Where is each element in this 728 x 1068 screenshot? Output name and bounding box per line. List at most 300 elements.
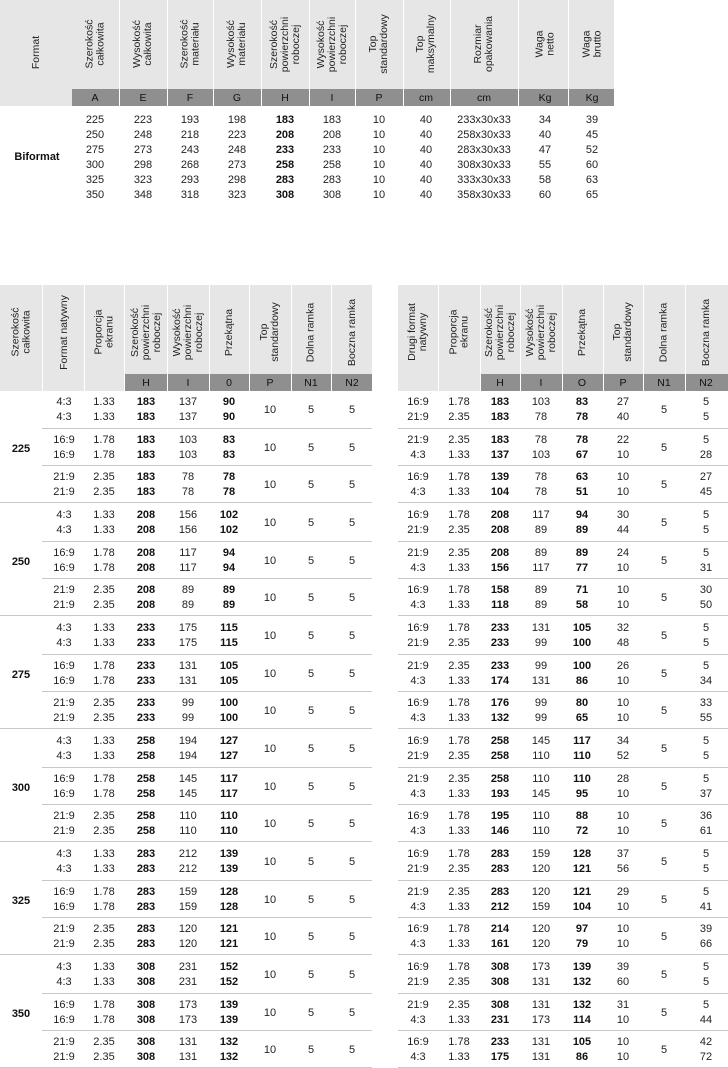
side-frame: 31 xyxy=(699,561,713,574)
work-height: 99 xyxy=(534,711,548,724)
work-height: 173 xyxy=(178,998,198,1011)
column-divider xyxy=(249,285,250,391)
top-table-cell: 60 xyxy=(585,158,599,171)
top-table-cell: 10 xyxy=(372,158,386,171)
side-frame: 5 xyxy=(348,591,356,604)
work-height: 78 xyxy=(534,470,548,483)
side-frame: 5 xyxy=(702,975,710,988)
aspect-ratio: 1.78 xyxy=(93,772,115,785)
work-width: 208 xyxy=(136,561,156,574)
work-height: 110 xyxy=(179,809,197,822)
standard-top: 10 xyxy=(616,696,630,709)
work-width: 308 xyxy=(490,998,510,1011)
aspect-ratio: 1.78 xyxy=(448,508,470,521)
aspect-ratio: 1.33 xyxy=(448,598,470,611)
top-col-unit: H xyxy=(281,91,289,104)
work-width: 183 xyxy=(490,410,510,423)
work-height: 99 xyxy=(181,696,195,709)
top-table-cell: 298 xyxy=(227,173,247,186)
top-table-cell: 258 xyxy=(275,158,295,171)
work-height: 156 xyxy=(178,523,198,536)
row-separator xyxy=(0,615,372,616)
diagonal: 79 xyxy=(575,937,589,950)
second-native-format: 21:9 xyxy=(407,659,429,672)
work-width: 183 xyxy=(136,470,156,483)
standard-top: 10 xyxy=(616,561,630,574)
top-col-header: Szerokość powierzchni roboczej xyxy=(267,16,302,72)
row-separator xyxy=(42,804,372,805)
top-table-cell: 60 xyxy=(538,188,552,201)
row-separator xyxy=(42,691,372,692)
column-divider xyxy=(331,285,332,391)
diagonal: 100 xyxy=(219,711,239,724)
column-divider xyxy=(213,0,214,106)
top-table-cell: 223 xyxy=(133,113,153,126)
work-width: 183 xyxy=(136,410,156,423)
top-table-cell: 40 xyxy=(419,143,433,156)
native-format: 21:9 xyxy=(53,922,75,935)
left-col-header: Boczna ramka xyxy=(345,298,358,366)
work-height: 78 xyxy=(534,433,548,446)
aspect-ratio: 2.35 xyxy=(93,470,115,483)
native-format: 4:3 xyxy=(56,508,72,521)
left-col-header: Przekątna xyxy=(222,308,235,356)
work-height: 131 xyxy=(178,674,198,687)
work-width: 233 xyxy=(136,621,156,634)
row-separator xyxy=(0,728,372,729)
work-height: 110 xyxy=(532,772,550,785)
top-col-header: Wysokość całkowita xyxy=(130,20,154,68)
work-width: 283 xyxy=(136,922,156,935)
work-width: 283 xyxy=(136,862,156,875)
diagonal: 105 xyxy=(219,659,239,672)
aspect-ratio: 1.78 xyxy=(448,621,470,634)
aspect-ratio: 1.78 xyxy=(93,659,115,672)
work-height: 78 xyxy=(181,485,195,498)
top-table-cell: 40 xyxy=(419,158,433,171)
work-height: 117 xyxy=(532,561,550,574)
top-col-header: Wysokość materiału xyxy=(224,20,248,68)
standard-top: 60 xyxy=(616,975,630,988)
top-table-cell: 258 xyxy=(322,158,342,171)
top-table-cell: 47 xyxy=(538,143,552,156)
native-format: 4:3 xyxy=(56,862,72,875)
work-width: 231 xyxy=(490,1013,510,1026)
work-height: 212 xyxy=(178,847,198,860)
diagonal: 90 xyxy=(222,395,236,408)
diagonal: 94 xyxy=(222,546,236,559)
bottom-frame: 5 xyxy=(307,780,315,793)
aspect-ratio: 1.33 xyxy=(93,636,115,649)
top-table-cell: 298 xyxy=(133,158,153,171)
diagonal: 67 xyxy=(575,448,589,461)
top-col-unit: A xyxy=(91,91,99,104)
work-height: 89 xyxy=(534,523,548,536)
work-width: 308 xyxy=(136,960,156,973)
work-height: 145 xyxy=(531,734,551,747)
aspect-ratio: 1.78 xyxy=(448,583,470,596)
work-width: 161 xyxy=(490,937,510,950)
side-frame: 45 xyxy=(699,485,713,498)
top-col-header: Rozmiar opakowania xyxy=(472,15,496,73)
diagonal: 100 xyxy=(572,636,592,649)
diagonal: 105 xyxy=(572,621,592,634)
side-frame: 34 xyxy=(699,674,713,687)
side-frame: 5 xyxy=(348,1043,356,1056)
work-width: 176 xyxy=(490,696,510,709)
side-frame: 5 xyxy=(348,930,356,943)
column-divider xyxy=(309,0,310,106)
left-col-header: Top standardowy xyxy=(257,302,281,362)
work-height: 131 xyxy=(531,674,551,687)
work-height: 137 xyxy=(178,410,198,423)
row-separator xyxy=(0,502,372,503)
standard-top: 10 xyxy=(616,598,630,611)
top-col-unit: Kg xyxy=(585,91,599,104)
work-width: 146 xyxy=(490,824,510,837)
work-width: 233 xyxy=(490,621,510,634)
row-separator xyxy=(42,767,372,768)
diagonal: 132 xyxy=(219,1050,239,1063)
left-col-unit: P xyxy=(266,376,274,389)
aspect-ratio: 2.35 xyxy=(93,922,115,935)
standard-top: 10 xyxy=(263,968,277,981)
work-width: 258 xyxy=(490,734,510,747)
aspect-ratio: 2.35 xyxy=(448,862,470,875)
aspect-ratio: 1.78 xyxy=(93,674,115,687)
work-height: 99 xyxy=(534,636,548,649)
standard-top: 10 xyxy=(263,742,277,755)
bottom-frame: 5 xyxy=(660,667,668,680)
native-format: 21:9 xyxy=(53,1050,75,1063)
bottom-frame: 5 xyxy=(307,855,315,868)
work-height: 120 xyxy=(531,937,551,950)
top-table-cell: 208 xyxy=(322,128,342,141)
top-table-cell: 248 xyxy=(133,128,153,141)
bottom-frame: 5 xyxy=(660,516,668,529)
top-table-cell: 52 xyxy=(585,143,599,156)
aspect-ratio: 1.78 xyxy=(93,546,115,559)
diagonal: 132 xyxy=(572,998,592,1011)
side-frame: 33 xyxy=(699,696,713,709)
row-separator xyxy=(42,465,372,466)
left-col-header: Dolna ramka xyxy=(304,302,317,362)
top-table-cell: 325 xyxy=(85,173,105,186)
aspect-ratio: 1.78 xyxy=(93,448,115,461)
work-height: 145 xyxy=(531,787,551,800)
aspect-ratio: 2.35 xyxy=(93,824,115,837)
standard-top: 30 xyxy=(616,508,630,521)
aspect-ratio: 1.78 xyxy=(448,696,470,709)
right-col-header: Szerokość powierzchni roboczej xyxy=(482,304,517,360)
standard-top: 10 xyxy=(616,787,630,800)
work-width: 233 xyxy=(136,674,156,687)
work-width: 156 xyxy=(490,561,510,574)
standard-top: 10 xyxy=(263,516,277,529)
work-height: 117 xyxy=(179,561,197,574)
top-table-cell: 233 xyxy=(275,143,295,156)
native-format: 4:3 xyxy=(56,636,72,649)
top-table-cell: 63 xyxy=(585,173,599,186)
work-height: 212 xyxy=(178,862,198,875)
aspect-ratio: 2.35 xyxy=(93,696,115,709)
aspect-ratio: 2.35 xyxy=(448,410,470,423)
top-table-cell: 283 xyxy=(275,173,295,186)
total-width-value: 325 xyxy=(11,894,31,907)
native-format: 16:9 xyxy=(53,772,75,785)
top-table-cell: 223 xyxy=(227,128,247,141)
work-width: 137 xyxy=(490,448,510,461)
side-frame: 50 xyxy=(699,598,713,611)
side-frame: 5 xyxy=(348,478,356,491)
row-separator xyxy=(0,841,372,842)
top-table-cell: 233 xyxy=(322,143,342,156)
work-width: 258 xyxy=(136,749,156,762)
work-height: 131 xyxy=(531,621,551,634)
work-width: 308 xyxy=(136,998,156,1011)
left-col-unit: H xyxy=(142,376,150,389)
aspect-ratio: 1.33 xyxy=(93,734,115,747)
right-col-unit: P xyxy=(619,376,627,389)
work-width: 233 xyxy=(136,636,156,649)
standard-top: 10 xyxy=(263,855,277,868)
aspect-ratio: 1.33 xyxy=(448,485,470,498)
aspect-ratio: 1.33 xyxy=(93,749,115,762)
diagonal: 102 xyxy=(219,523,239,536)
standard-top: 10 xyxy=(263,704,277,717)
diagonal: 94 xyxy=(575,508,589,521)
aspect-ratio: 2.35 xyxy=(448,433,470,446)
aspect-ratio: 1.33 xyxy=(448,1013,470,1026)
work-height: 89 xyxy=(534,546,548,559)
diagonal: 51 xyxy=(575,485,589,498)
second-native-format: 16:9 xyxy=(407,508,429,521)
top-table-cell: 225 xyxy=(85,113,105,126)
native-format: 21:9 xyxy=(53,824,75,837)
row-separator xyxy=(42,880,372,881)
bottom-frame: 5 xyxy=(307,704,315,717)
second-native-format: 16:9 xyxy=(407,734,429,747)
bottom-frame: 5 xyxy=(660,855,668,868)
diagonal: 72 xyxy=(575,824,589,837)
top-table-cell: 40 xyxy=(419,113,433,126)
side-frame: 5 xyxy=(702,772,710,785)
diagonal: 78 xyxy=(575,433,589,446)
right-col-header: Proporcja ekranu xyxy=(446,309,470,355)
standard-top: 10 xyxy=(263,554,277,567)
side-frame: 5 xyxy=(348,667,356,680)
aspect-ratio: 2.35 xyxy=(93,583,115,596)
standard-top: 31 xyxy=(616,998,630,1011)
top-table-cell: 358x30x33 xyxy=(457,188,511,201)
aspect-ratio: 2.35 xyxy=(448,749,470,762)
right-col-unit: N1 xyxy=(657,376,671,389)
work-height: 89 xyxy=(181,583,195,596)
top-table-cell: 300 xyxy=(85,158,105,171)
work-height: 159 xyxy=(178,900,198,913)
aspect-ratio: 1.33 xyxy=(448,787,470,800)
work-width: 233 xyxy=(136,659,156,672)
top-table-cell: 55 xyxy=(538,158,552,171)
top-table-cell: 45 xyxy=(585,128,599,141)
side-frame: 42 xyxy=(699,1035,713,1048)
side-frame: 5 xyxy=(702,659,710,672)
top-table-cell: 283x30x33 xyxy=(457,143,511,156)
diagonal: 128 xyxy=(572,847,592,860)
aspect-ratio: 2.35 xyxy=(93,711,115,724)
work-width: 308 xyxy=(490,975,510,988)
work-height: 131 xyxy=(178,1050,198,1063)
row-separator xyxy=(398,654,728,655)
top-table-cell: 323 xyxy=(133,173,153,186)
aspect-ratio: 2.35 xyxy=(448,772,470,785)
standard-top: 10 xyxy=(616,674,630,687)
bottom-frame: 5 xyxy=(660,742,668,755)
work-height: 78 xyxy=(181,470,195,483)
standard-top: 10 xyxy=(616,824,630,837)
work-height: 110 xyxy=(532,809,550,822)
aspect-ratio: 1.33 xyxy=(448,1050,470,1063)
native-format: 21:9 xyxy=(53,583,75,596)
work-width: 283 xyxy=(490,862,510,875)
aspect-ratio: 1.78 xyxy=(93,900,115,913)
native-format: 21:9 xyxy=(53,937,75,950)
column-divider xyxy=(42,285,43,391)
top-table-cell: 308 xyxy=(275,188,295,201)
native-format: 16:9 xyxy=(53,1013,75,1026)
work-width: 283 xyxy=(136,937,156,950)
left-col-header: Format natywny xyxy=(57,294,70,370)
side-frame: 5 xyxy=(348,516,356,529)
diagonal: 139 xyxy=(219,862,239,875)
side-frame: 5 xyxy=(702,847,710,860)
diagonal: 83 xyxy=(222,433,236,446)
row-separator xyxy=(42,578,372,579)
diagonal: 121 xyxy=(572,885,592,898)
work-width: 233 xyxy=(490,1035,510,1048)
top-table-cell: 293 xyxy=(180,173,200,186)
second-native-format: 21:9 xyxy=(407,410,429,423)
work-height: 120 xyxy=(178,937,198,950)
top-table-cell: 34 xyxy=(538,113,552,126)
second-native-format: 21:9 xyxy=(407,998,429,1011)
side-frame: 5 xyxy=(702,862,710,875)
diagonal: 139 xyxy=(572,960,592,973)
standard-top: 40 xyxy=(616,410,630,423)
work-height: 131 xyxy=(178,659,198,672)
side-frame: 66 xyxy=(699,937,713,950)
bottom-frame: 5 xyxy=(307,516,315,529)
side-frame: 5 xyxy=(702,636,710,649)
row-separator xyxy=(398,691,728,692)
work-height: 120 xyxy=(531,862,551,875)
bottom-frame: 5 xyxy=(660,629,668,642)
aspect-ratio: 1.33 xyxy=(93,960,115,973)
top-table-cell: 283 xyxy=(322,173,342,186)
top-table-cell: 318 xyxy=(180,188,200,201)
second-native-format: 4:3 xyxy=(410,824,426,837)
side-frame: 5 xyxy=(702,960,710,973)
standard-top: 10 xyxy=(616,1035,630,1048)
second-native-format: 16:9 xyxy=(407,395,429,408)
column-divider xyxy=(84,285,85,391)
second-native-format: 4:3 xyxy=(410,598,426,611)
top-table-cell: 273 xyxy=(133,143,153,156)
diagonal: 115 xyxy=(220,621,238,634)
bottom-frame: 5 xyxy=(660,817,668,830)
total-width-value: 250 xyxy=(11,555,31,568)
side-frame: 28 xyxy=(699,448,713,461)
native-format: 4:3 xyxy=(56,523,72,536)
side-frame: 36 xyxy=(699,809,713,822)
work-height: 173 xyxy=(178,1013,198,1026)
native-format: 4:3 xyxy=(56,395,72,408)
work-width: 308 xyxy=(490,960,510,973)
second-native-format: 21:9 xyxy=(407,885,429,898)
diagonal: 152 xyxy=(219,975,239,988)
aspect-ratio: 2.35 xyxy=(448,546,470,559)
aspect-ratio: 1.78 xyxy=(93,787,115,800)
second-native-format: 16:9 xyxy=(407,583,429,596)
top-table-cell: 333x30x33 xyxy=(457,173,511,186)
side-frame: 5 xyxy=(702,885,710,898)
standard-top: 10 xyxy=(616,1013,630,1026)
diagonal: 94 xyxy=(222,561,236,574)
work-width: 158 xyxy=(490,583,510,596)
total-width-value: 350 xyxy=(11,1007,31,1020)
second-native-format: 21:9 xyxy=(407,749,429,762)
top-table-cell: 10 xyxy=(372,143,386,156)
aspect-ratio: 1.33 xyxy=(448,674,470,687)
top-table-cell: 350 xyxy=(85,188,105,201)
column-divider xyxy=(562,285,563,391)
aspect-ratio: 1.78 xyxy=(448,1035,470,1048)
top-col-unit: F xyxy=(186,91,194,104)
right-col-header: Wysokość powierzchni roboczej xyxy=(523,304,558,360)
standard-top: 10 xyxy=(616,900,630,913)
left-col-header: Wysokość powierzchni roboczej xyxy=(170,304,205,360)
second-native-format: 16:9 xyxy=(407,847,429,860)
top-table-cell: 233x30x33 xyxy=(457,113,511,126)
bottom-frame: 5 xyxy=(660,478,668,491)
top-table-cell: 198 xyxy=(227,113,247,126)
top-col-header: Wysokość powierzchni roboczej xyxy=(314,16,349,72)
left-col-header: Szerokość całkowita xyxy=(9,307,33,357)
bottom-frame: 5 xyxy=(660,441,668,454)
standard-top: 22 xyxy=(616,433,630,446)
standard-top: 56 xyxy=(616,862,630,875)
work-height: 175 xyxy=(178,636,198,649)
aspect-ratio: 1.78 xyxy=(448,809,470,822)
second-native-format: 21:9 xyxy=(407,772,429,785)
aspect-ratio: 2.35 xyxy=(448,659,470,672)
bottom-frame: 5 xyxy=(307,403,315,416)
native-format: 4:3 xyxy=(56,410,72,423)
diagonal: 97 xyxy=(575,922,589,935)
work-width: 183 xyxy=(136,395,156,408)
work-width: 258 xyxy=(490,749,510,762)
top-col-unit: I xyxy=(330,91,334,104)
side-frame: 5 xyxy=(348,704,356,717)
work-height: 173 xyxy=(531,1013,551,1026)
native-format: 21:9 xyxy=(53,809,75,822)
top-col-header: Szerokość całkowita xyxy=(83,19,107,69)
bottom-frame: 5 xyxy=(307,893,315,906)
top-table-cell: 250 xyxy=(85,128,105,141)
left-col-unit: I xyxy=(186,376,190,389)
top-col-header: Waga brutto xyxy=(580,30,604,58)
diagonal: 117 xyxy=(220,772,238,785)
